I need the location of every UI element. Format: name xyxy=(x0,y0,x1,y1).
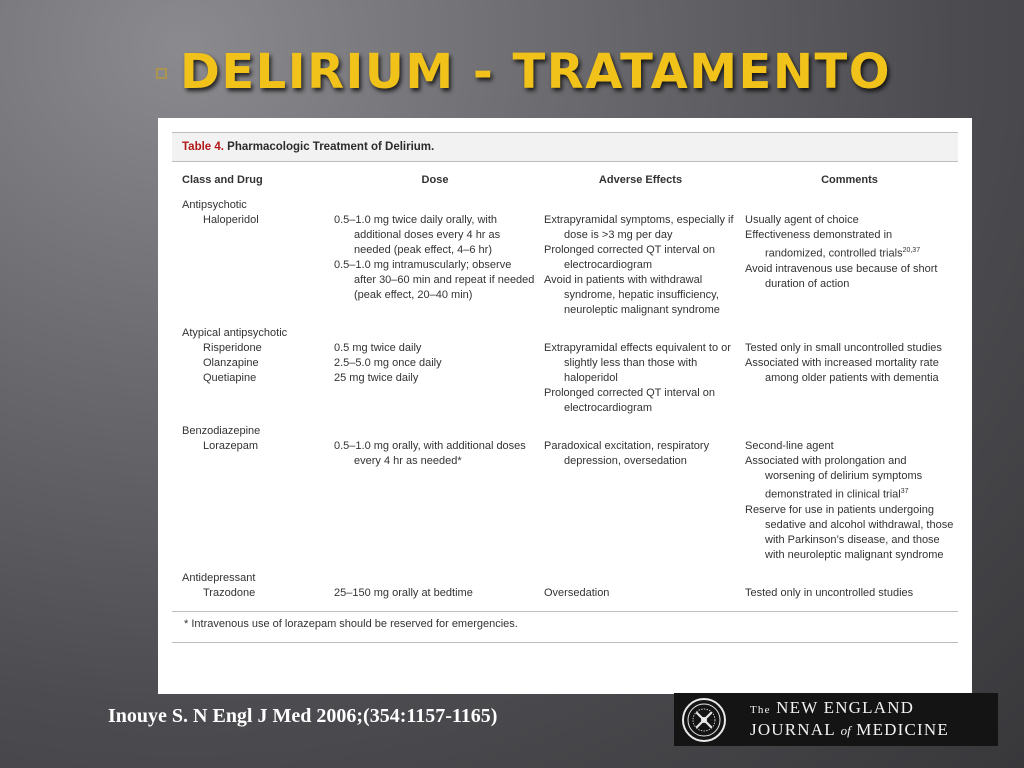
adverse-cell xyxy=(540,586,741,601)
square-bullet-icon xyxy=(156,68,167,79)
comment-line xyxy=(745,228,954,262)
comments-cell xyxy=(741,439,958,563)
dose-line-text: 0.5–1.0 mg intramuscularly; observe after 30–60 min and repeat if needed (peak effect, 20–40 min) xyxy=(334,259,535,301)
dose-line-text: 0.5–1.0 mg twice daily orally, with additional doses every 4 hr as needed (peak effect, 4–6 hr) xyxy=(334,214,501,256)
table-row xyxy=(172,213,958,318)
header-class-and-drug: Class and Drug xyxy=(182,174,263,186)
comment-line xyxy=(745,262,954,292)
dose-line xyxy=(334,586,536,601)
wordmark-the: The xyxy=(750,704,771,716)
comment-line xyxy=(745,454,954,503)
table-header-row xyxy=(172,162,958,198)
adverse-line xyxy=(544,386,737,416)
comment-line-text: Usually agent of choice xyxy=(745,214,859,226)
wordmark-line-1 xyxy=(750,698,949,720)
group-spacer xyxy=(172,416,958,424)
adverse-cell xyxy=(540,341,741,416)
comment-line-text: Tested only in uncontrolled studies xyxy=(745,586,914,599)
header-dose: Dose xyxy=(421,174,449,186)
adverse-line xyxy=(544,213,737,243)
comment-line-text: Second-line agent xyxy=(745,440,834,452)
table-caption-bar xyxy=(172,132,958,162)
nejm-wordmark xyxy=(750,698,949,741)
wordmark-line-2 xyxy=(750,720,949,741)
comment-line-text: Avoid intravenous use because of short duration of action xyxy=(745,262,938,290)
wordmark-journal: JOURNAL xyxy=(750,720,836,739)
drug-name: Trazodone xyxy=(203,586,256,599)
drug-class: Antipsychotic xyxy=(182,199,247,211)
wordmark-medicine: MEDICINE xyxy=(856,720,949,739)
comments-cell xyxy=(741,586,958,601)
dose-line-text: 0.5 mg twice daily xyxy=(334,342,422,354)
comment-line-text: Effectiveness demonstrated in randomized, controlled trials xyxy=(745,229,903,260)
table-caption: Pharmacologic Treatment of Delirium. xyxy=(227,141,435,153)
comments-cell xyxy=(741,341,958,416)
reference-superscript: 20,37 xyxy=(902,247,921,254)
table-body xyxy=(172,198,958,601)
table-row xyxy=(172,439,958,563)
dose-line xyxy=(334,356,536,371)
comment-line xyxy=(745,586,954,601)
comment-line-text: Tested only in small uncontrolled studies xyxy=(745,342,942,354)
drug-name: Haloperidol xyxy=(203,214,259,226)
table-image-panel xyxy=(158,118,972,694)
group-spacer xyxy=(172,318,958,326)
drug-name: Quetiapine xyxy=(203,372,257,384)
dose-cell xyxy=(330,213,540,318)
drug-class: Benzodiazepine xyxy=(182,425,261,437)
slide-title: DELIRIUM - TRATAMENTO xyxy=(180,44,892,100)
drug-cell xyxy=(172,586,330,601)
adverse-line xyxy=(544,273,737,318)
nejm-logo xyxy=(674,693,998,746)
drug-cell xyxy=(172,341,330,416)
comment-line-text: Associated with prolongation and worsening of delirium symptoms demonstrated in clinical trial xyxy=(745,455,923,501)
wordmark-of: of xyxy=(840,723,851,738)
dose-cell xyxy=(330,341,540,416)
drug-class: Antidepressant xyxy=(182,571,256,584)
adverse-line xyxy=(544,439,737,469)
dose-line xyxy=(334,439,536,469)
dose-line xyxy=(334,371,536,386)
comment-line xyxy=(745,439,954,454)
comment-line-text: Reserve for use in patients undergoing sedative and alcohol withdrawal, those with Parkinson’s disease, and those with neuroleptic malignant syndrome xyxy=(745,503,954,561)
dose-line-text: 25 mg twice daily xyxy=(334,372,419,384)
table-row xyxy=(172,586,958,601)
comment-line xyxy=(745,503,954,563)
reference-superscript: 37 xyxy=(900,488,909,495)
comments-cell xyxy=(741,213,958,318)
adverse-line xyxy=(544,586,737,601)
drug-name: Risperidone xyxy=(203,342,262,354)
table-footnote: * Intravenous use of lorazepam should be reserved for emergencies. xyxy=(172,611,958,643)
adverse-line xyxy=(544,341,737,386)
drug-cell xyxy=(172,439,330,563)
dose-line xyxy=(334,341,536,356)
citation: Inouye S. N Engl J Med 2006;(354:1157-1165) xyxy=(108,705,498,727)
adverse-cell xyxy=(540,213,741,318)
dose-line-text: 2.5–5.0 mg once daily xyxy=(334,357,442,369)
adverse-line xyxy=(544,243,737,273)
adverse-line-text: Prolonged corrected QT interval on electrocardiogram xyxy=(544,387,715,414)
table-row xyxy=(172,341,958,416)
comment-line xyxy=(745,341,954,356)
dose-line-text: 0.5–1.0 mg orally, with additional doses every 4 hr as needed* xyxy=(334,440,526,467)
nejm-seal-icon xyxy=(682,698,726,742)
adverse-cell xyxy=(540,439,741,563)
drug-name: Lorazepam xyxy=(203,440,259,452)
dose-line xyxy=(334,213,536,258)
dose-line-text: 25–150 mg orally at bedtime xyxy=(334,586,473,599)
drug-cell xyxy=(172,213,330,318)
class-row xyxy=(172,424,958,439)
comment-line-text: Associated with increased mortality rate among older patients with dementia xyxy=(745,357,939,384)
header-comments: Comments xyxy=(821,174,878,186)
group-spacer xyxy=(172,563,958,571)
class-row xyxy=(172,571,958,586)
dose-cell xyxy=(330,586,540,601)
table-number: Table 4. xyxy=(182,141,224,153)
adverse-line-text: Paradoxical excitation, respiratory depression, oversedation xyxy=(544,440,710,467)
drug-name: Olanzapine xyxy=(203,357,259,369)
dose-line xyxy=(334,258,536,303)
dose-cell xyxy=(330,439,540,563)
adverse-line-text: Avoid in patients with withdrawal syndrome, hepatic insufficiency, neuroleptic malignant syndrome xyxy=(544,274,720,316)
adverse-line-text: Extrapyramidal symptoms, especially if dose is >3 mg per day xyxy=(544,214,734,241)
pharmacologic-treatment-table xyxy=(172,162,958,601)
adverse-line-text: Extrapyramidal effects equivalent to or slightly less than those with haloperidol xyxy=(544,342,731,384)
class-row xyxy=(172,198,958,213)
wordmark-new-england: NEW ENGLAND xyxy=(776,698,915,717)
comment-line xyxy=(745,213,954,228)
adverse-line-text: Prolonged corrected QT interval on electrocardiogram xyxy=(544,244,715,271)
comment-line xyxy=(745,356,954,386)
header-adverse-effects: Adverse Effects xyxy=(598,174,683,186)
adverse-line-text: Oversedation xyxy=(544,586,610,599)
class-row xyxy=(172,326,958,341)
drug-class: Atypical antipsychotic xyxy=(182,327,288,339)
